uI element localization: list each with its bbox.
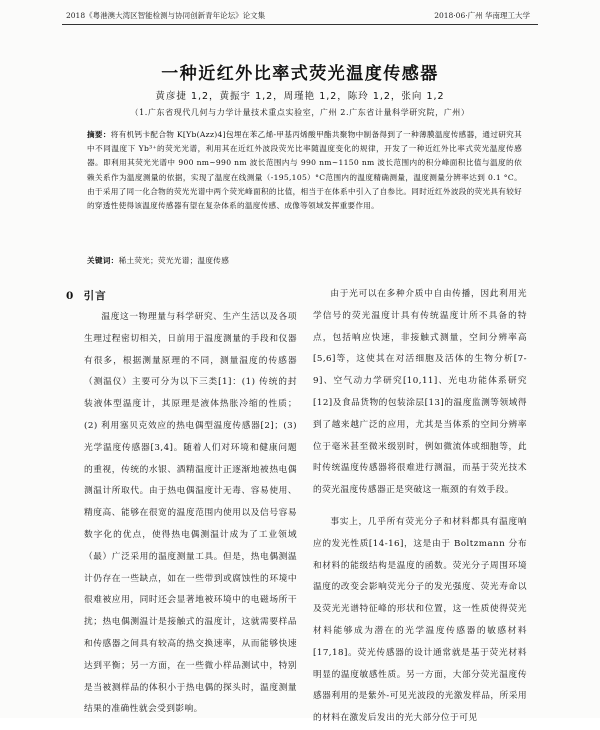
paragraph: 事实上，几乎所有荧光分子和材料都具有温度响应的发光性质[14-16]，这是由于 Boltzmann 分布和材料的能级结构是温度的函数。荧光分子周围环境温度的改变会影响荧光分子的发光强度、荧光寿命以及荧光光谱特征峰的形状和位置，这一性质使得荧光材料能够成为潜在的光学温度传感器的敏感材料[17,18]。荧光传感器的设计通常就是基于荧光材料明显的温度敏感性质。另一方面，大部分荧光温度传感器利用的是紫外-可见光波段的光激发样品，所采用的材料在激发后发出的光大部分位于可见 [313,516,527,724]
header-left: 2018《粤港澳大湾区智能检测与协同创新青年论坛》论文集 [66,10,266,20]
abstract-label: 摘要： [87,130,111,139]
abstract [87,128,522,213]
paper-title: 一种近红外比率式荧光温度传感器 [161,64,439,84]
section-title: 引言 [83,290,107,302]
keywords-text: 稀土荧光；荧光光谱；温度传感 [118,256,230,265]
keywords-label: 关键词： [87,256,119,265]
abstract-text: 将有机钙卡配合物 K[Yb(Azz)4]包埋在苯乙烯-甲基丙烯酸甲酯共聚物中制备得到了一种薄膜温度传感器，通过研究其中不同温度下 Yb³⁺的荧光光谱，利用其在近红外波段荧光比率随温度变化的规律，开发了一种近红外比率式荧光温度传感器。即利用其荧光光谱中 900 nm~990 nm 波长范围内与 990 nm~1150 nm 波长范围内的积分峰面积比值与温度的依赖关系作为温度测量的依据，实现了温度在线测量（-195,105）°C范围内的温度精确测量，温度测量分辨率达到 0.1 °C。由于采用了同一化合物的荧光光谱中两个荧光峰面积的比值，相当于在体系中引入了自参比。同时近红外波段的荧光具有较好的穿透性使得该温度传感器有望在复杂体系的温度传感、成像等领域发挥重要作用。 [87,130,522,211]
paragraph: 温度这一物理量与科学研究、生产生活以及各项生理过程密切相关，日前用于温度测量的手段和仪器有很多，根据测量原理的不同，测量温度的传感器（测温仪）主要可分为以下三类[1]：(1) 传统的封装液体型温度计，其原理是液体热胀冷缩的性质；(2) 利用塞贝克效应的热电偶型温度传感器[2]；(3) 光学温度传感器[3,4]。随着人们对环境和健康问题的重视，传统的水银、酒精温度计正逐渐地被热电偶测温计所取代。由于热电偶温度计无毒、容易使用、精度高、能够在很宽的温度范围内使用以及信号容易数字化的优点，使得热电偶测温计成为了工业领域（最）广泛采用的温度测量工具。但是，热电偶测温计仍存在一些缺点，如在一些带到或腐蚀性的环境中很难被应用，同时还会显著地被环境中的电磁场所干扰；热电偶测温计是接触式的温度计，这就需要样品和传感器之间具有较高的热交换速率，从而能够快速达到平衡；另一方面，在一些微小样品测试中，特别是当被测样品的体积小于热电偶的探头时，温度测量结果的准确性就会受到影响。 [84,312,297,715]
author-list: 黄彦捷 1,2，黄振宇 1,2，周瑾艳 1,2，陈玲 1,2，张向 1,2 [155,91,445,102]
body-column-right [313,284,527,730]
affiliation: （1.广东省现代几何与力学计量技术重点实验室，广州 2.广东省计量科学研究院，广州） [130,108,470,117]
running-header [66,8,530,22]
section-number: 0 [66,290,75,302]
keywords [87,255,522,266]
section-heading [66,288,107,303]
header-rule [62,24,538,25]
body-column-left [84,307,297,721]
paragraph: 由于光可以在多种介质中自由传播，因此利用光学信号的荧光温度计具有传统温度计所不具备的特点，包括响应快速，非接触式测量，空间分辨率高[5,6]等，这使其在对活细胞及活体的生物分析[7-9]、空气动力学研究[10,11]、光电功能体系研究[12]及食品货物的包装涂层[13]的温度监测等领域得到了越来越广泛的应用，尤其是当体系的空间分辨率位于毫米甚至微米级别时，例如微流体或细胞等，此时传统温度传感器将很难进行测温，而基于荧光技术的荧光温度传感器正是突破这一瓶颈的有效手段。 [313,289,527,496]
header-right: 2018·06·广州 华南理工大学 [434,10,530,20]
